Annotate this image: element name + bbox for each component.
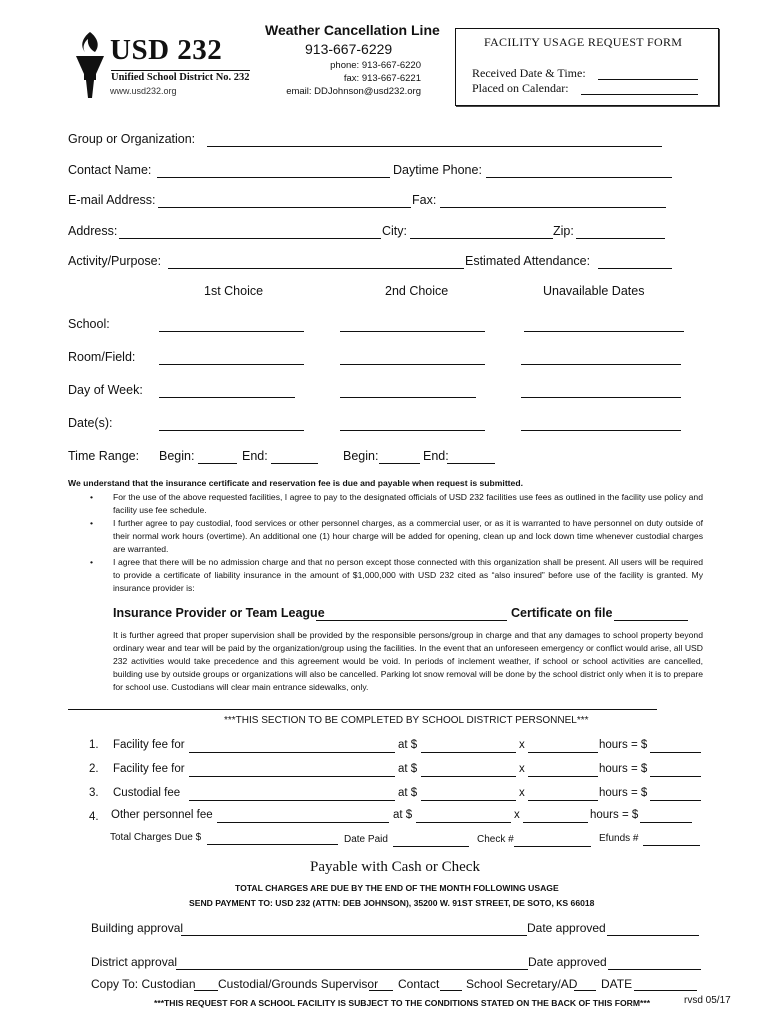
- received-date-label: Received Date & Time:: [472, 66, 586, 80]
- copy-contact-field[interactable]: [440, 990, 462, 991]
- copy-date-label: DATE: [601, 977, 633, 991]
- zip-field[interactable]: [576, 238, 665, 239]
- address-label: Address:: [68, 224, 118, 238]
- certificate-on-file-label: Certificate on file: [511, 606, 613, 620]
- group-label: Group or Organization:: [68, 132, 196, 146]
- check-number-field[interactable]: [514, 846, 591, 847]
- day-unavailable-field[interactable]: [521, 397, 681, 398]
- total-charges-field[interactable]: [207, 844, 338, 845]
- placed-calendar-field[interactable]: [581, 94, 698, 95]
- fee-row-1-hours-field[interactable]: [528, 752, 598, 753]
- insurance-provider-field[interactable]: [316, 620, 507, 621]
- school-first-choice-field[interactable]: [159, 331, 304, 332]
- building-date-approved-label: Date approved: [527, 921, 606, 935]
- fax-label: Fax:: [412, 193, 437, 207]
- contact-name-field[interactable]: [157, 177, 390, 178]
- zip-label: Zip:: [553, 224, 574, 238]
- district-date-approved-field[interactable]: [608, 969, 701, 970]
- copy-contact-label: Contact: [398, 977, 440, 991]
- fee-row-3-hours: hours = $: [599, 787, 648, 799]
- contact-name-label: Contact Name:: [68, 163, 152, 177]
- room-second-choice-field[interactable]: [340, 364, 485, 365]
- day-second-choice-field[interactable]: [340, 397, 476, 398]
- fee-row-3-at: at $: [398, 787, 418, 799]
- terms-heading: We understand that the insurance certificate and reservation fee is due and payable when request is submitted.: [68, 478, 523, 488]
- room-first-choice-field[interactable]: [159, 364, 304, 365]
- begin-label-1: Begin:: [159, 449, 195, 463]
- fee-row-4-number: 4.: [89, 811, 99, 823]
- payment-address: SEND PAYMENT TO: USD 232 (ATTN: DEB JOHNSON), 35200 W. 91ST STREET, DE SOTO, KS 66018: [189, 898, 595, 908]
- city-label: City:: [382, 224, 407, 238]
- school-second-choice-field[interactable]: [340, 331, 485, 332]
- activity-label: Activity/Purpose:: [68, 254, 162, 268]
- footer-notice: ***THIS REQUEST FOR A SCHOOL FACILITY IS SUBJECT TO THE CONDITIONS STATED ON THE BACK OF THIS FORM***: [154, 998, 651, 1008]
- total-charges-label: Total Charges Due $: [110, 832, 202, 843]
- fee-row-2-total-field[interactable]: [650, 776, 701, 777]
- weather-line-phone: 913-667-6229: [305, 41, 393, 57]
- school-label: School:: [68, 317, 110, 331]
- section-divider: [68, 709, 657, 710]
- fee-row-2-number: 2.: [89, 763, 99, 775]
- end-field-1[interactable]: [271, 463, 318, 464]
- attendance-label: Estimated Attendance:: [465, 254, 591, 268]
- copy-date-field[interactable]: [634, 990, 697, 991]
- logo-text: USD 232: [110, 34, 223, 66]
- date-paid-field[interactable]: [393, 846, 469, 847]
- email-field[interactable]: [158, 207, 411, 208]
- daytime-phone-label: Daytime Phone:: [393, 163, 482, 177]
- fee-row-4-at: at $: [393, 809, 413, 821]
- fee-row-4-rate-field[interactable]: [416, 822, 511, 823]
- fee-row-1-rate-field[interactable]: [421, 752, 516, 753]
- address-field[interactable]: [119, 238, 381, 239]
- form-title: FACILITY USAGE REQUEST FORM: [484, 35, 683, 49]
- fee-row-4-hours: hours = $: [590, 809, 639, 821]
- unavailable-dates-header: Unavailable Dates: [543, 284, 645, 298]
- fax-field[interactable]: [440, 207, 666, 208]
- activity-field[interactable]: [168, 268, 464, 269]
- fee-row-1-label: Facility fee for: [113, 739, 185, 751]
- district-email: email: DDJohnson@usd232.org: [286, 86, 421, 97]
- payment-due-notice: TOTAL CHARGES ARE DUE BY THE END OF THE MONTH FOLLOWING USAGE: [235, 883, 559, 893]
- placed-calendar-label: Placed on Calendar:: [472, 81, 569, 95]
- bullet-icon: •: [90, 557, 94, 567]
- begin-field-2[interactable]: [379, 463, 420, 464]
- fee-row-1-x: x: [519, 739, 525, 751]
- fee-row-1-at: at $: [398, 739, 418, 751]
- district-approval-label: District approval: [91, 955, 178, 969]
- logo-subtitle: Unified School District No. 232: [111, 72, 250, 83]
- fee-row-3-hours-field[interactable]: [528, 800, 598, 801]
- fee-row-2-hours: hours = $: [599, 763, 648, 775]
- fee-row-4-field[interactable]: [217, 822, 389, 823]
- payment-title: Payable with Cash or Check: [310, 859, 480, 875]
- begin-label-2: Begin:: [343, 449, 379, 463]
- check-number-label: Check #: [477, 834, 514, 845]
- dates-label: Date(s):: [68, 416, 113, 430]
- fee-row-1-number: 1.: [89, 739, 99, 751]
- room-unavailable-field[interactable]: [521, 364, 681, 365]
- terms-bullet-2-text: I further agree to pay custodial, food services or other personnel charges, as a commercial user, or as it is warranted to have personnel on duty outside of their normal work hours (overtime). An additional one (1) hour charge will be added for opening, clean up and lock down time whenever custodial charges are warranted.: [113, 518, 703, 554]
- group-field[interactable]: [207, 146, 662, 147]
- weather-line-title: Weather Cancellation Line: [265, 22, 440, 38]
- building-approval-field[interactable]: [181, 935, 527, 936]
- efunds-label: Efunds #: [599, 833, 639, 844]
- terms-bullet-1-text: For the use of the above requested facilities, I agree to pay to the designated officials of USD 232 facilities use fees as outlined in the facility use policy and facility use fee schedule.: [113, 492, 703, 515]
- end-label-2: End:: [423, 449, 449, 463]
- efunds-field[interactable]: [643, 845, 700, 846]
- torch-logo-icon: [72, 30, 108, 100]
- copy-to-custodian-label: Copy To: Custodian: [91, 977, 196, 991]
- insurance-provider-label: Insurance Provider or Team League: [113, 606, 325, 620]
- agreement-paragraph: It is further agreed that proper supervision shall be provided by the responsible persons/group in charge and that any damages to school property beyond ordinary wear and tear will be paid by the organization/group using the facilities. In the event that an unforeseen emergency or conflict would arise, all USD 232 activities would take precedence and this agreement would be void. In periods of inclement weather, if school or school activities are cancelled, building use by outside groups or organizations will also be cancelled. Parking lot snow removal will be done by the school district only when it is to prepare for school use. Custodians will clear main entrance sidewalks, only.: [113, 630, 703, 692]
- district-fax: fax: 913-667-6221: [343, 73, 421, 84]
- fee-row-2-rate-field[interactable]: [421, 776, 516, 777]
- fee-row-2-x: x: [519, 763, 525, 775]
- fee-row-4-x: x: [514, 809, 520, 821]
- district-phone: phone: 913-667-6220: [330, 60, 421, 71]
- district-approval-field[interactable]: [176, 969, 528, 970]
- fee-row-3-rate-field[interactable]: [421, 800, 516, 801]
- logo-url: www.usd232.org: [110, 86, 177, 96]
- dates-second-choice-field[interactable]: [340, 430, 485, 431]
- building-date-approved-field[interactable]: [607, 935, 699, 936]
- date-paid-label: Date Paid: [344, 834, 388, 845]
- bullet-icon: •: [90, 492, 94, 502]
- copy-supervisor-field[interactable]: [369, 990, 393, 991]
- room-field-label: Room/Field:: [68, 350, 136, 364]
- end-field-2[interactable]: [447, 463, 495, 464]
- fee-row-3-total-field[interactable]: [650, 800, 701, 801]
- fee-row-1-total-field[interactable]: [650, 752, 701, 753]
- day-first-choice-field[interactable]: [159, 397, 295, 398]
- fee-row-2-field[interactable]: [189, 776, 395, 777]
- school-unavailable-field[interactable]: [524, 331, 684, 332]
- fee-row-2-label: Facility fee for: [113, 763, 185, 775]
- daytime-phone-field[interactable]: [486, 177, 672, 178]
- time-range-label: Time Range:: [68, 449, 140, 463]
- fee-row-2-at: at $: [398, 763, 418, 775]
- fee-row-3-label: Custodial fee: [113, 787, 181, 799]
- fee-row-4-hours-field[interactable]: [523, 822, 588, 823]
- first-choice-header: 1st Choice: [204, 284, 264, 298]
- bullet-icon: •: [90, 518, 94, 528]
- fee-row-3-field[interactable]: [189, 800, 395, 801]
- attendance-field[interactable]: [598, 268, 672, 269]
- fee-row-1-field[interactable]: [189, 752, 395, 753]
- copy-custodian-field[interactable]: [194, 990, 218, 991]
- personnel-section-heading: ***THIS SECTION TO BE COMPLETED BY SCHOOL DISTRICT PERSONNEL***: [224, 715, 589, 726]
- copy-supervisor-label: Custodial/Grounds Supervisor: [218, 977, 379, 991]
- certificate-on-file-field[interactable]: [614, 620, 688, 621]
- revision-label: rvsd 05/17: [684, 995, 731, 1006]
- begin-field-1[interactable]: [198, 463, 237, 464]
- building-approval-label: Building approval: [91, 921, 184, 935]
- copy-secretary-label: School Secretary/AD: [466, 977, 578, 991]
- city-field[interactable]: [410, 238, 553, 239]
- copy-secretary-field[interactable]: [574, 990, 596, 991]
- fee-row-4-label: Other personnel fee: [111, 809, 213, 821]
- email-label: E-mail Address:: [68, 193, 156, 207]
- fee-row-2-hours-field[interactable]: [528, 776, 598, 777]
- fee-row-3-number: 3.: [89, 787, 99, 799]
- dates-first-choice-field[interactable]: [159, 430, 304, 431]
- district-date-approved-label: Date approved: [528, 955, 607, 969]
- fee-row-1-hours: hours = $: [599, 739, 648, 751]
- received-date-field[interactable]: [598, 79, 698, 80]
- fee-row-4-total-field[interactable]: [640, 822, 692, 823]
- terms-bullet-3-text: I agree that there will be no admission charge and that no person except those connected with this organization shall be present. All users will be required to provide a certificate of liability insurance in the amount of $1,000,000 with USD 232 cited as “also insured” before use of the facility is granted. My insurance provider is:: [113, 557, 703, 593]
- day-of-week-label: Day of Week:: [68, 383, 143, 397]
- dates-unavailable-field[interactable]: [521, 430, 681, 431]
- second-choice-header: 2nd Choice: [385, 284, 449, 298]
- end-label-1: End:: [242, 449, 268, 463]
- fee-row-3-x: x: [519, 787, 525, 799]
